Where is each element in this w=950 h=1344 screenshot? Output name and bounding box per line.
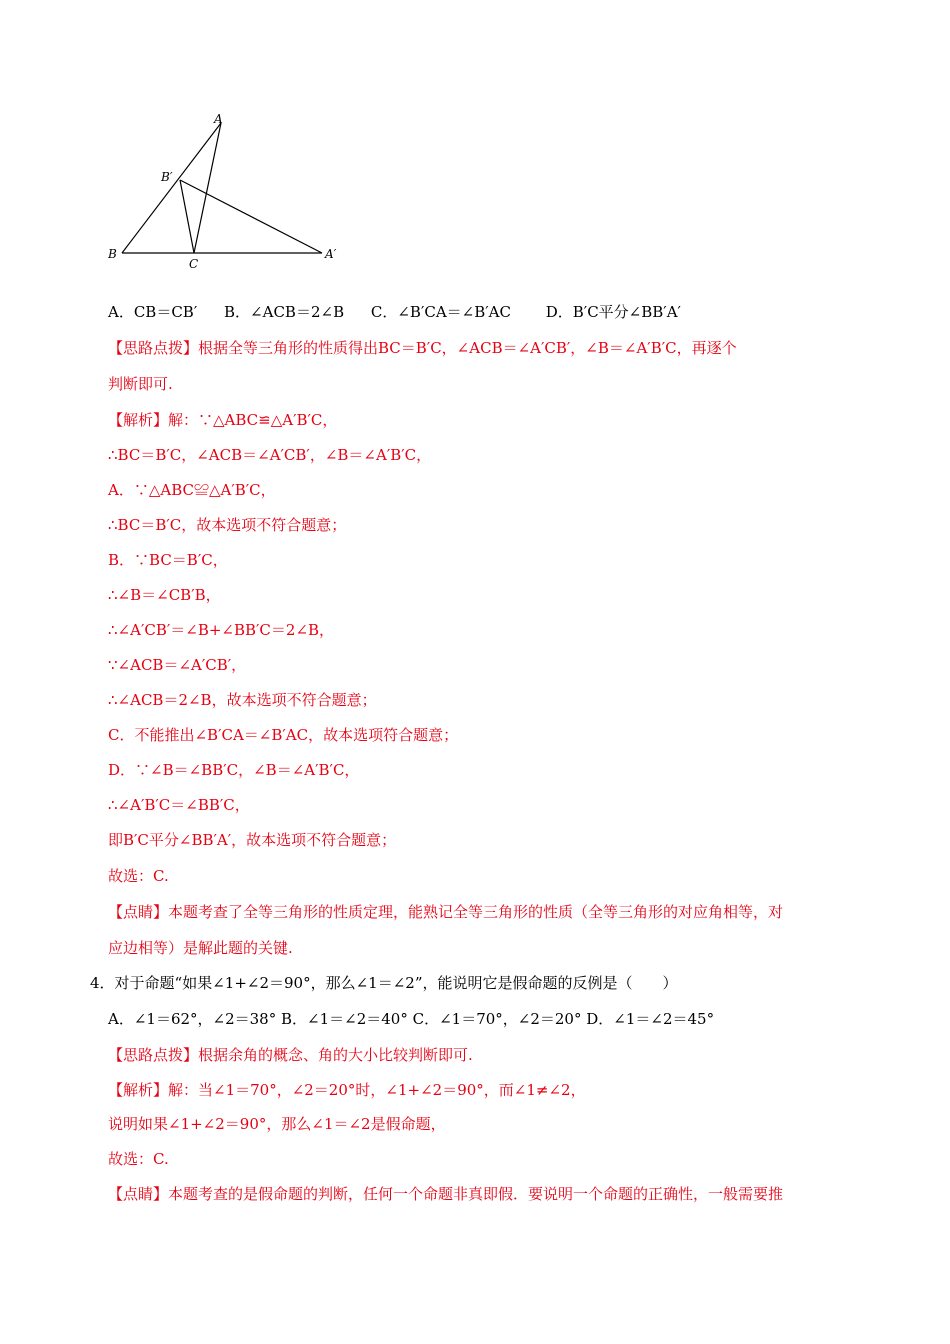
q4-solution-line: 【解析】解：当∠1＝70°，∠2＝20°时，∠1+∠2＝90°，而∠1≠∠2， — [108, 1081, 586, 1099]
q3-comment-line1: 【点睛】本题考查了全等三角形的性质定理，能熟记全等三角形的性质（全等三角形的对应角相等，对 — [108, 903, 784, 921]
q3-solution-line: ∴BC＝B′C，故本选项不符合题意； — [108, 516, 347, 534]
q3-option-c: C．∠B′CA＝∠B′AC — [370, 303, 511, 321]
q3-solution-line: ∵∠ACB＝∠A′CB′， — [108, 656, 247, 674]
q3-solution-line: ∴∠A′B′C＝∠BB′C， — [108, 796, 250, 814]
label-A-prime: A′ — [325, 247, 337, 261]
q3-solution-line: C．不能推出∠B′CA＝∠B′AC，故本选项符合题意； — [108, 726, 459, 744]
label-A: A — [214, 112, 223, 126]
q4-solution-line: 说明如果∠1+∠2＝90°，那么∠1＝∠2是假命题， — [108, 1115, 446, 1133]
q3-hint-line2: 判断即可. — [108, 375, 173, 393]
q3-solution-line: 【解析】解：∵△ABC≌△A′B′C， — [108, 411, 338, 429]
q4-options: A．∠1＝62°，∠2＝38° B．∠1＝∠2＝40° C．∠1＝70°，∠2＝20° D．∠1＝∠2＝45° — [108, 1010, 715, 1028]
q4-question: 4．对于命题“如果∠1+∠2＝90°，那么∠1＝∠2”，能说明它是假命题的反例是（ ） — [90, 974, 678, 992]
q3-answer: 故选：C. — [108, 867, 169, 885]
segment-Bprime-C — [180, 180, 194, 253]
q3-option-a: A．CB＝CB′ — [108, 303, 198, 321]
q3-solution-line: ∴∠ACB＝2∠B，故本选项不符合题意； — [108, 691, 377, 709]
q3-solution-line: D．∵∠B＝∠BB′C，∠B＝∠A′B′C， — [108, 761, 360, 779]
q3-solution-line: ∴∠A′CB′＝∠B+∠BB′C＝2∠B， — [108, 621, 335, 639]
q3-options — [108, 302, 681, 322]
label-B: B — [108, 247, 117, 261]
q4-answer: 故选：C. — [108, 1150, 169, 1168]
label-B-prime: B′ — [161, 170, 173, 184]
segment-BA — [122, 123, 221, 253]
segment-AC — [194, 123, 221, 253]
label-C: C — [189, 257, 199, 271]
q4-hint: 【思路点拨】根据余角的概念、角的大小比较判断即可. — [108, 1046, 473, 1064]
triangle-figure — [100, 108, 360, 273]
q4-comment: 【点睛】本题考查的是假命题的判断，任何一个命题非真即假．要说明一个命题的正确性，一般需要推 — [108, 1185, 784, 1203]
q3-solution-line: ∴BC＝B′C，∠ACB＝∠A′CB′，∠B＝∠A′B′C， — [108, 446, 432, 464]
q3-solution-line: A．∵△ABC≌△A′B′C， — [108, 481, 276, 499]
q3-solution-line: ∴∠B＝∠CB′B， — [108, 586, 221, 604]
q3-comment-line2: 应边相等）是解此题的关键. — [108, 939, 293, 957]
q3-hint-line1: 【思路点拨】根据全等三角形的性质得出BC＝B′C，∠ACB＝∠A′CB′，∠B＝∠A′B′C，再逐个 — [108, 339, 737, 357]
q3-solution-line: 即B′C平分∠BB′A′，故本选项不符合题意； — [108, 831, 397, 849]
q3-option-b: B．∠ACB＝2∠B — [224, 303, 345, 321]
q3-solution-line: B．∵BC＝B′C， — [108, 551, 228, 569]
q3-option-d: D．B′C平分∠BB′A′ — [545, 303, 681, 321]
